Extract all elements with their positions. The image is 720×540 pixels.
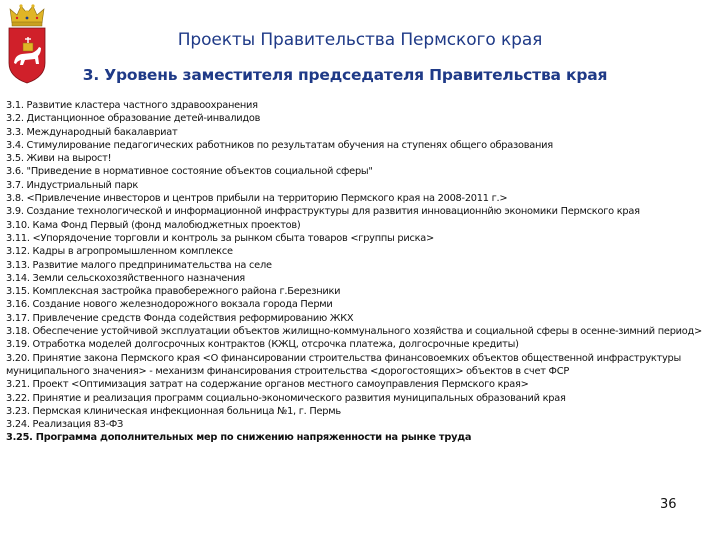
list-item-highlighted: 3.25. Программа дополнительных мер по снижению напряженности на рынке труда (6, 432, 472, 444)
page-title: Проекты Правительства Пермского края (177, 30, 543, 50)
list-item: 3.6. "Приведение в нормативное состояние объектов социальной сферы" (6, 166, 373, 178)
list-item: 3.8. <Привлечение инвесторов и центров прибыли на территорию Пермского края на 2008-2011 г.> (6, 193, 508, 205)
list-item: 3.13. Развитие малого предпринимательства на селе (6, 259, 272, 271)
list-item: 3.9. Создание технологической и информационной инфраструктуры для развития инновационнйю экономики Пермского края (6, 206, 640, 218)
list-item: 3.14. Земли сельскохозяйственного назначения (6, 272, 245, 284)
project-list (6, 99, 712, 445)
list-item: 3.7. Индустриальный парк (6, 179, 138, 191)
list-item: 3.18. Обеспечение устойчивой эксплуатации объектов жилищно-коммунального хозяйства и социальной сферы в осенне-зимний период> (6, 326, 703, 338)
page-number: 36 (660, 497, 677, 512)
list-item: 3.5. Живи на вырост! (6, 153, 112, 165)
list-item: 3.21. Проект <Оптимизация затрат на содержание органов местного самоуправления Пермского края> (6, 379, 529, 391)
list-item: 3.22. Принятие и реализация программ социально-экономического развития муниципальных образований края (6, 392, 566, 404)
list-item: 3.16. Создание нового железнодорожного вокзала города Перми (6, 299, 333, 311)
list-item: 3.20. Принятие закона Пермского края <О финансировании строительства финансовоемких объектов общественной инфраструктуры муниципального значения> - механизм финансирования строительства <дорогостоящих> объектов в счет ФСР (6, 352, 682, 377)
list-item: 3.19. Отработка моделей долгосрочных контрактов (КЖЦ, отсрочка платежа, долгосрочные кредиты) (6, 339, 519, 351)
list-item: 3.24. Реализация 83-ФЗ (6, 419, 124, 431)
list-item: 3.10. Кама Фонд Первый (фонд малобюджетных проектов) (6, 219, 301, 231)
list-item: 3.2. Дистанционное образование детей-инвалидов (6, 113, 261, 125)
list-item: 3.23. Пермская клиническая инфекционная больница №1, г. Пермь (6, 405, 341, 417)
list-item: 3.12. Кадры в агропромышленном комплексе (6, 246, 233, 258)
page-subtitle: 3. Уровень заместителя председателя Правительства края (82, 66, 608, 84)
list-item: 3.4. Стимулирование педагогических работников по результатам обучения на ступенях общего образования (6, 139, 553, 151)
list-item: 3.15. Комплексная застройка правобережного района г.Березники (6, 286, 341, 298)
list-item: 3.17. Привлечение средств Фонда содействия реформированию ЖКХ (6, 312, 354, 324)
list-item: 3.11. <Упорядочение торговли и контроль за рынком сбыта товаров <группы риска> (6, 232, 434, 244)
list-item: 3.3. Международный бакалавриат (6, 126, 178, 138)
list-item: 3.1. Развитие кластера частного здравоохранения (6, 100, 258, 111)
